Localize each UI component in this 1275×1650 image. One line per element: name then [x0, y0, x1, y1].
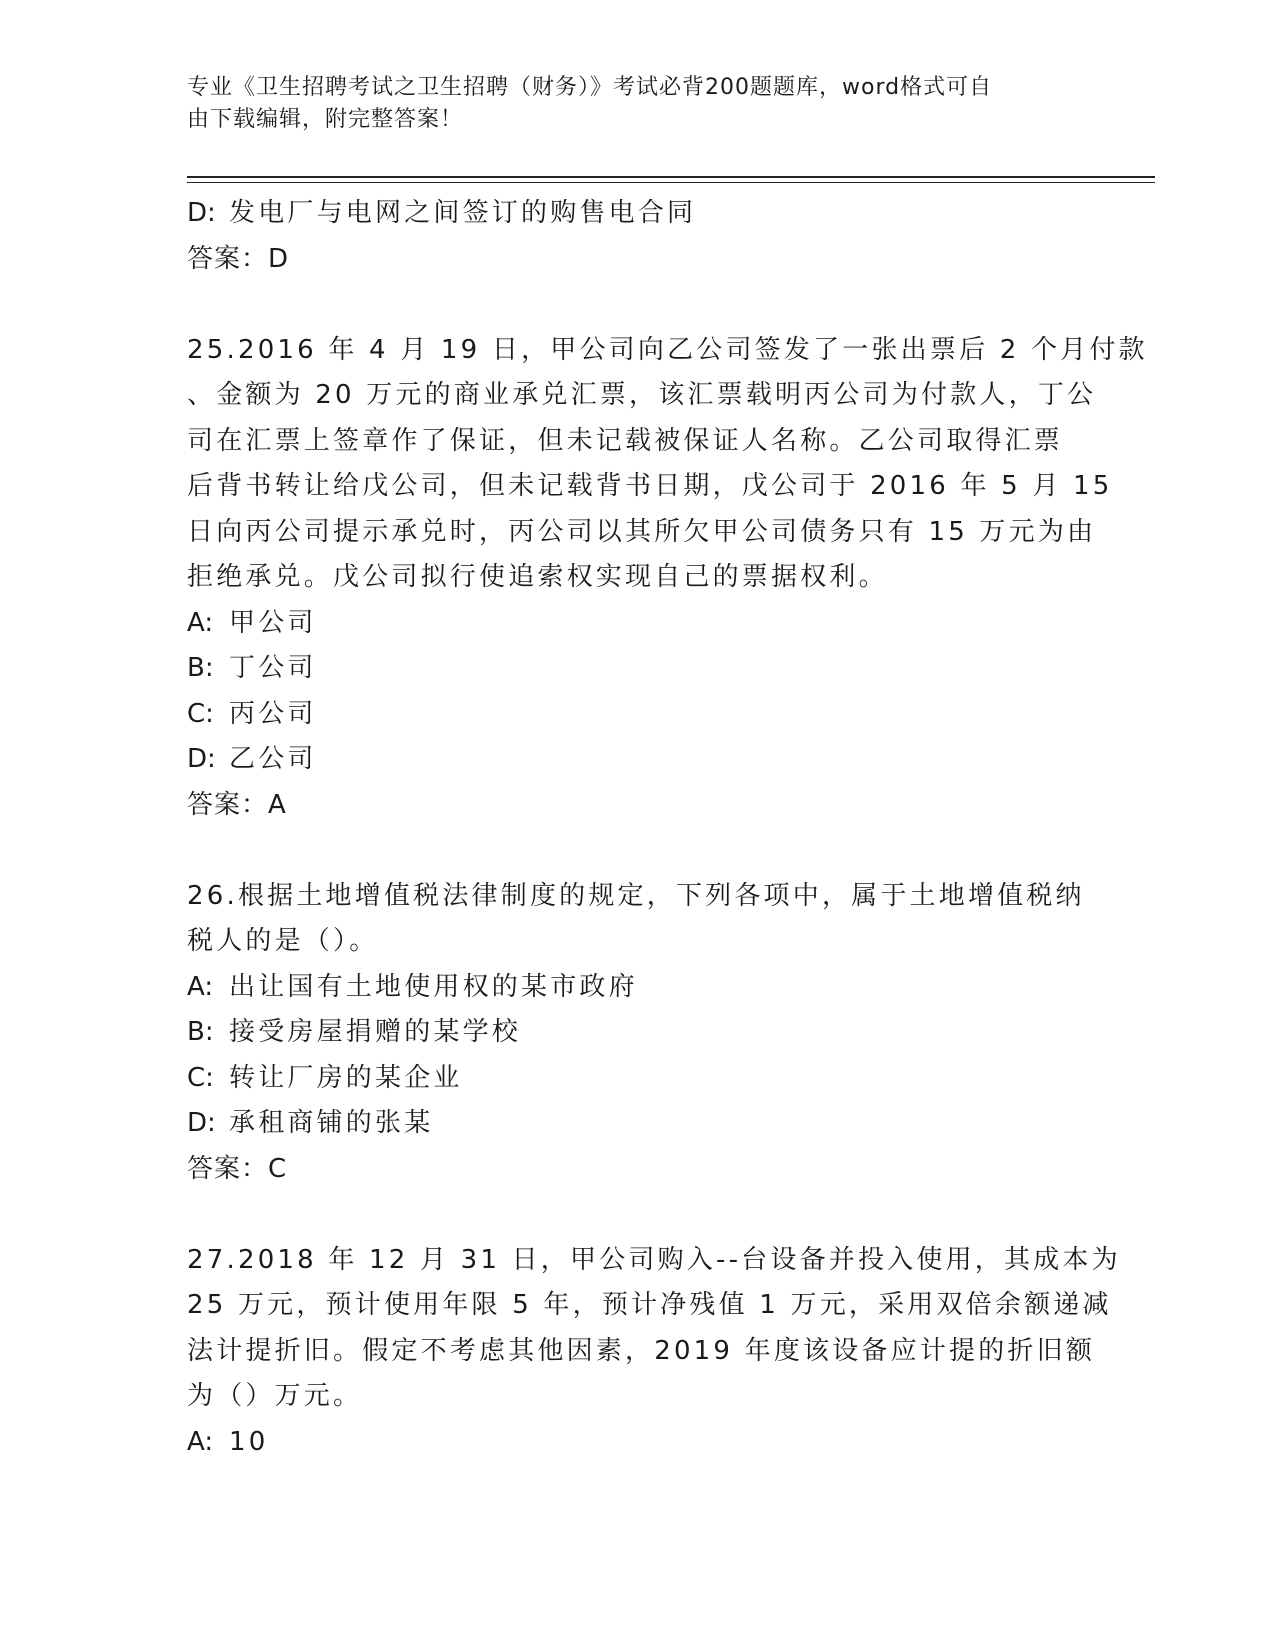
question-text-line: 25.2016 年 4 月 19 日，甲公司向乙公司签发了一张出票后 2 个月付款: [187, 334, 1148, 365]
option-text: 甲公司: [229, 607, 317, 638]
option-c: [187, 1056, 1077, 1102]
option-a: [187, 965, 1077, 1011]
question-27: [187, 1238, 1121, 1466]
option-text: 转让厂房的某企业: [229, 1062, 463, 1093]
option-text: 接受房屋捐赠的某学校: [229, 1017, 522, 1047]
option-text: 丁公司: [229, 653, 317, 683]
prev-question: [187, 191, 1077, 282]
option-b: [187, 1010, 1077, 1056]
document-body: [187, 191, 1148, 1465]
page-header: [187, 72, 1067, 136]
option-a: [187, 601, 1077, 647]
question-text-line: 日向丙公司提示承兑时，丙公司以其所欠甲公司债务只有 15 万元为由: [187, 516, 1097, 547]
question-text-line: 司在汇票上签章作了保证，但未记载被保证人名称。乙公司取得汇票: [187, 425, 1064, 456]
option-d: [187, 191, 1077, 237]
option-text: 承租商铺的张某: [229, 1108, 434, 1138]
question-text-line: 为（）万元。: [187, 1381, 363, 1411]
option-label: D:: [187, 1108, 216, 1138]
answer-line: 答案：A: [187, 789, 287, 820]
option-d: [187, 737, 1077, 783]
question-26: [187, 874, 1085, 1193]
option-label: D:: [187, 198, 216, 228]
question-text-line: 后背书转让给戊公司，但未记载背书日期，戊公司于 2016 年 5 月 15: [187, 471, 1113, 501]
question-text-line: 、金额为 20 万元的商业承兑汇票，该汇票载明丙公司为付款人，丁公: [187, 380, 1097, 410]
question-text-line: 法计提折旧。假定不考虑其他因素，2019 年度该设备应计提的折旧额: [187, 1335, 1096, 1366]
option-label: A:: [187, 971, 214, 1002]
option-label: A:: [187, 607, 214, 638]
option-label: C:: [187, 1062, 214, 1093]
question-text-line: 27.2018 年 12 月 31 日，甲公司购入--台设备并投入使用，其成本为: [187, 1244, 1121, 1275]
option-label: B:: [187, 653, 214, 683]
option-text: 丙公司: [229, 698, 317, 729]
question-text-line: 25 万元，预计使用年限 5 年，预计净残值 1 万元，采用双倍余额递减: [187, 1290, 1112, 1320]
option-label: A:: [187, 1426, 214, 1457]
option-text: 发电厂与电网之间签订的购售电合同: [229, 198, 697, 228]
option-label: B:: [187, 1017, 214, 1047]
question-text-line: 26.根据土地增值税法律制度的规定，下列各项中，属于土地增值税纳: [187, 880, 1085, 911]
header-line-2: 由下载编辑，附完整答案！: [187, 107, 464, 132]
question-25: [187, 328, 1148, 829]
answer-line: 答案：C: [187, 1153, 288, 1184]
question-text-line: 拒绝承兑。戊公司拟行使追索权实现自己的票据权利。: [187, 562, 888, 592]
header-rule-thin: [187, 182, 1155, 183]
answer-line: 答案：D: [187, 243, 290, 274]
question-text-line: 税人的是（）。: [187, 926, 379, 956]
header-rule-thick: [187, 176, 1155, 178]
option-label: C:: [187, 698, 214, 729]
option-c: [187, 692, 1077, 738]
option-text: 出让国有土地使用权的某市政府: [229, 971, 638, 1002]
option-label: D:: [187, 744, 216, 774]
header-line-1: 专业《卫生招聘考试之卫生招聘（财务）》考试必背200题题库，word格式可自: [187, 75, 993, 100]
option-b: [187, 646, 1077, 692]
option-text: 乙公司: [229, 744, 317, 774]
option-a: [187, 1420, 1077, 1466]
option-text: 10: [229, 1426, 269, 1457]
option-d: [187, 1101, 1077, 1147]
